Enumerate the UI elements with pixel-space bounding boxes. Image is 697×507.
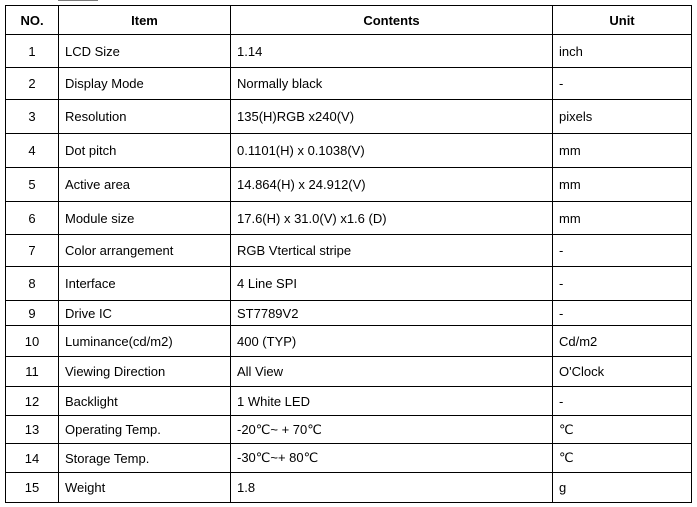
table-row bbox=[6, 357, 692, 387]
item-cell: Weight bbox=[59, 473, 231, 503]
item-cell: Module size bbox=[59, 202, 231, 235]
header-unit: Unit bbox=[553, 6, 692, 35]
unit-cell: inch bbox=[553, 35, 692, 68]
table-row bbox=[6, 267, 692, 301]
table-row bbox=[6, 134, 692, 168]
table-row bbox=[6, 416, 692, 444]
contents-cell: RGB Vtertical stripe bbox=[231, 235, 553, 267]
top-rule-fragment bbox=[58, 0, 98, 3]
item-cell: Display Mode bbox=[59, 68, 231, 100]
contents-cell: 4 Line SPI bbox=[231, 267, 553, 301]
table-row bbox=[6, 202, 692, 235]
unit-cell: - bbox=[553, 267, 692, 301]
contents-cell: 400 (TYP) bbox=[231, 326, 553, 357]
contents-cell: 1.14 bbox=[231, 35, 553, 68]
unit-cell: - bbox=[553, 235, 692, 267]
item-cell: Dot pitch bbox=[59, 134, 231, 168]
unit-cell: Cd/m2 bbox=[553, 326, 692, 357]
item-cell: Interface bbox=[59, 267, 231, 301]
header-row bbox=[6, 6, 692, 35]
row-number: 3 bbox=[6, 100, 59, 134]
row-number: 7 bbox=[6, 235, 59, 267]
unit-cell: - bbox=[553, 387, 692, 416]
contents-cell: ST7789V2 bbox=[231, 301, 553, 326]
contents-cell: 1 White LED bbox=[231, 387, 553, 416]
unit-cell: pixels bbox=[553, 100, 692, 134]
item-cell: Resolution bbox=[59, 100, 231, 134]
contents-cell: -20℃~ + 70℃ bbox=[231, 416, 553, 444]
row-number: 8 bbox=[6, 267, 59, 301]
item-cell: Color arrangement bbox=[59, 235, 231, 267]
unit-cell: - bbox=[553, 301, 692, 326]
contents-cell: 135(H)RGB x240(V) bbox=[231, 100, 553, 134]
table-row bbox=[6, 326, 692, 357]
contents-cell: -30℃~+ 80℃ bbox=[231, 444, 553, 473]
header-contents: Contents bbox=[231, 6, 553, 35]
contents-cell: 14.864(H) x 24.912(V) bbox=[231, 168, 553, 202]
table-row bbox=[6, 68, 692, 100]
item-cell: Operating Temp. bbox=[59, 416, 231, 444]
item-cell: Drive IC bbox=[59, 301, 231, 326]
contents-cell: 17.6(H) x 31.0(V) x1.6 (D) bbox=[231, 202, 553, 235]
row-number: 2 bbox=[6, 68, 59, 100]
row-number: 13 bbox=[6, 416, 59, 444]
table-row bbox=[6, 301, 692, 326]
contents-cell: 0.1101(H) x 0.1038(V) bbox=[231, 134, 553, 168]
row-number: 6 bbox=[6, 202, 59, 235]
table-row bbox=[6, 168, 692, 202]
table-row bbox=[6, 35, 692, 68]
unit-cell: ℃ bbox=[553, 416, 692, 444]
table-row bbox=[6, 100, 692, 134]
table-row bbox=[6, 444, 692, 473]
row-number: 14 bbox=[6, 444, 59, 473]
unit-cell: mm bbox=[553, 134, 692, 168]
row-number: 12 bbox=[6, 387, 59, 416]
contents-cell: All View bbox=[231, 357, 553, 387]
unit-cell: mm bbox=[553, 202, 692, 235]
unit-cell: ℃ bbox=[553, 444, 692, 473]
header-no: NO. bbox=[6, 6, 59, 35]
item-cell: Storage Temp. bbox=[59, 444, 231, 473]
contents-cell: 1.8 bbox=[231, 473, 553, 503]
item-cell: LCD Size bbox=[59, 35, 231, 68]
row-number: 10 bbox=[6, 326, 59, 357]
unit-cell: mm bbox=[553, 168, 692, 202]
row-number: 4 bbox=[6, 134, 59, 168]
table-row bbox=[6, 473, 692, 503]
item-cell: Luminance(cd/m2) bbox=[59, 326, 231, 357]
item-cell: Viewing Direction bbox=[59, 357, 231, 387]
row-number: 5 bbox=[6, 168, 59, 202]
item-cell: Active area bbox=[59, 168, 231, 202]
header-item: Item bbox=[59, 6, 231, 35]
unit-cell: - bbox=[553, 68, 692, 100]
contents-cell: Normally black bbox=[231, 68, 553, 100]
row-number: 9 bbox=[6, 301, 59, 326]
table-row bbox=[6, 387, 692, 416]
table-row bbox=[6, 235, 692, 267]
row-number: 11 bbox=[6, 357, 59, 387]
specification-table bbox=[5, 5, 692, 503]
row-number: 1 bbox=[6, 35, 59, 68]
row-number: 15 bbox=[6, 473, 59, 503]
item-cell: Backlight bbox=[59, 387, 231, 416]
unit-cell: g bbox=[553, 473, 692, 503]
unit-cell: O'Clock bbox=[553, 357, 692, 387]
